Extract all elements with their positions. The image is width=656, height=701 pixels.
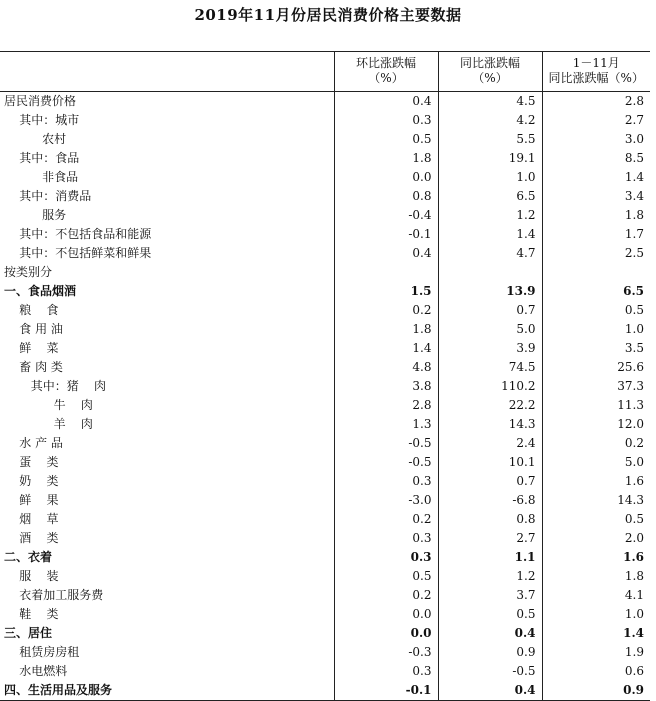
header-yoy: [438, 52, 542, 92]
row-label: 鲜 果: [4, 493, 59, 507]
row-label: 居民消费价格: [4, 94, 77, 108]
mom-value: [334, 263, 438, 282]
yoy-value: 1.4: [438, 225, 542, 244]
ytd-value: 0.2: [542, 434, 650, 453]
row-label: 一、食品烟酒: [4, 284, 77, 298]
ytd-value: 0.9: [542, 681, 650, 701]
table-row: [0, 320, 650, 339]
table-row: [0, 491, 650, 510]
yoy-value: 74.5: [438, 358, 542, 377]
mom-value: -0.5: [334, 434, 438, 453]
yoy-value: 2.7: [438, 529, 542, 548]
table-row: [0, 149, 650, 168]
ytd-value: 1.6: [542, 548, 650, 567]
table-row: [0, 434, 650, 453]
ytd-value: 11.3: [542, 396, 650, 415]
row-label: 其中：猪 肉: [4, 379, 106, 393]
mom-value: 0.4: [334, 92, 438, 112]
yoy-value: 5.5: [438, 130, 542, 149]
row-label: 牛 肉: [4, 398, 93, 412]
row-label: 奶 类: [4, 474, 59, 488]
table-row: [0, 168, 650, 187]
yoy-value: 2.4: [438, 434, 542, 453]
ytd-value: 1.0: [542, 320, 650, 339]
mom-value: 2.8: [334, 396, 438, 415]
row-label: 四、生活用品及服务: [0, 681, 334, 701]
table-row: [0, 263, 650, 282]
table-row: [0, 225, 650, 244]
header-mom: [334, 52, 438, 92]
mom-value: 0.8: [334, 187, 438, 206]
row-label: 衣着加工服务费: [4, 588, 104, 602]
mom-value: 0.0: [334, 168, 438, 187]
ytd-value: 5.0: [542, 453, 650, 472]
mom-value: 0.3: [334, 111, 438, 130]
yoy-value: 1.2: [438, 567, 542, 586]
row-label: 其中：不包括食品和能源: [4, 227, 152, 241]
table-row: [0, 567, 650, 586]
mom-value: 0.2: [334, 510, 438, 529]
table-row: [0, 643, 650, 662]
yoy-value: -0.5: [438, 662, 542, 681]
ytd-value: 2.5: [542, 244, 650, 263]
row-label: 蛋 类: [4, 455, 59, 469]
yoy-value: 3.7: [438, 586, 542, 605]
yoy-value: 0.4: [438, 624, 542, 643]
mom-value: -0.5: [334, 453, 438, 472]
mom-value: -3.0: [334, 491, 438, 510]
header-yoy-line2: （%）: [472, 71, 508, 85]
mom-value: 1.3: [334, 415, 438, 434]
table-row: [0, 415, 650, 434]
ytd-value: 1.0: [542, 605, 650, 624]
table-row: [0, 529, 650, 548]
table-row: [0, 377, 650, 396]
yoy-value: 0.5: [438, 605, 542, 624]
yoy-value: 0.8: [438, 510, 542, 529]
yoy-value: 5.0: [438, 320, 542, 339]
header-ytd: [542, 52, 650, 92]
header-ytd-line2: 同比涨跌幅（%）: [548, 71, 644, 85]
yoy-value: 3.9: [438, 339, 542, 358]
mom-value: -0.4: [334, 206, 438, 225]
table-row: [0, 206, 650, 225]
row-label: 其中：城市: [4, 113, 80, 127]
table-row: [0, 301, 650, 320]
mom-value: 1.8: [334, 149, 438, 168]
table-row: [0, 92, 650, 112]
header-item-col: [0, 52, 334, 92]
table-row: [0, 358, 650, 377]
yoy-value: 4.5: [438, 92, 542, 112]
yoy-value: 1.2: [438, 206, 542, 225]
table-row: [0, 396, 650, 415]
table-row: [0, 605, 650, 624]
table-row: [0, 681, 650, 701]
table-row: [0, 548, 650, 567]
yoy-value: 0.7: [438, 301, 542, 320]
ytd-value: 1.9: [542, 643, 650, 662]
ytd-value: 1.4: [542, 168, 650, 187]
ytd-value: 37.3: [542, 377, 650, 396]
ytd-value: 0.5: [542, 510, 650, 529]
yoy-value: 4.7: [438, 244, 542, 263]
ytd-value: 2.0: [542, 529, 650, 548]
mom-value: 1.5: [334, 282, 438, 301]
row-label: 服务: [4, 208, 67, 222]
ytd-value: 3.5: [542, 339, 650, 358]
row-label: 二、衣着: [4, 550, 53, 564]
table-body: [0, 92, 650, 701]
ytd-value: 1.8: [542, 567, 650, 586]
mom-value: 0.5: [334, 130, 438, 149]
ytd-value: 2.8: [542, 92, 650, 112]
cpi-table: [0, 51, 650, 701]
ytd-value: 2.7: [542, 111, 650, 130]
yoy-value: 14.3: [438, 415, 542, 434]
ytd-value: 14.3: [542, 491, 650, 510]
row-label: 水 产 品: [4, 436, 63, 450]
row-label: 羊 肉: [4, 417, 93, 431]
table-row: [0, 624, 650, 643]
ytd-value: [542, 263, 650, 282]
ytd-value: 1.8: [542, 206, 650, 225]
mom-value: 0.5: [334, 567, 438, 586]
mom-value: 0.3: [334, 548, 438, 567]
table-row: [0, 282, 650, 301]
row-label: 非食品: [4, 170, 79, 184]
ytd-value: 0.5: [542, 301, 650, 320]
row-label: 农村: [4, 132, 67, 146]
mom-value: 0.3: [334, 472, 438, 491]
yoy-value: 4.2: [438, 111, 542, 130]
yoy-value: 19.1: [438, 149, 542, 168]
mom-value: 1.4: [334, 339, 438, 358]
table-row: [0, 586, 650, 605]
ytd-value: 0.6: [542, 662, 650, 681]
header-mom-line2: （%）: [368, 71, 404, 85]
yoy-value: 10.1: [438, 453, 542, 472]
yoy-value: 6.5: [438, 187, 542, 206]
table-row: [0, 453, 650, 472]
ytd-value: 1.6: [542, 472, 650, 491]
mom-value: 0.2: [334, 586, 438, 605]
ytd-value: 1.7: [542, 225, 650, 244]
mom-value: 0.2: [334, 301, 438, 320]
row-label: 其中：食品: [4, 151, 80, 165]
table-row: [0, 111, 650, 130]
yoy-value: 22.2: [438, 396, 542, 415]
row-label: 按类别分: [4, 265, 53, 279]
yoy-value: [438, 263, 542, 282]
mom-value: -0.3: [334, 643, 438, 662]
ytd-value: 25.6: [542, 358, 650, 377]
yoy-value: 110.2: [438, 377, 542, 396]
ytd-value: 4.1: [542, 586, 650, 605]
table-row: [0, 130, 650, 149]
mom-value: 0.0: [334, 624, 438, 643]
mom-value: -0.1: [334, 225, 438, 244]
table-row: [0, 187, 650, 206]
table-header: [0, 52, 650, 92]
yoy-value: -6.8: [438, 491, 542, 510]
row-label: 水电燃料: [4, 664, 68, 678]
page-title: 2019年11月份居民消费价格主要数据: [194, 6, 462, 24]
mom-value: 1.8: [334, 320, 438, 339]
header-ytd-line1: 1－11月: [572, 56, 620, 70]
row-label: 鲜 菜: [4, 341, 59, 355]
table-row: [0, 510, 650, 529]
mom-value: 0.3: [334, 529, 438, 548]
yoy-value: 0.9: [438, 643, 542, 662]
table-row: [0, 472, 650, 491]
mom-value: 0.3: [334, 662, 438, 681]
yoy-value: 1.1: [438, 548, 542, 567]
row-label: 烟 草: [4, 512, 59, 526]
row-label: 服 装: [4, 569, 59, 583]
mom-value: 3.8: [334, 377, 438, 396]
row-label: 鞋 类: [4, 607, 59, 621]
ytd-value: 1.4: [542, 624, 650, 643]
row-label: 食 用 油: [4, 322, 63, 336]
ytd-value: 12.0: [542, 415, 650, 434]
row-label: 其中：不包括鲜菜和鲜果: [4, 246, 152, 260]
ytd-value: 3.4: [542, 187, 650, 206]
row-label: 租赁房房租: [4, 645, 80, 659]
header-yoy-line1: 同比涨跌幅: [459, 56, 520, 70]
yoy-value: 0.7: [438, 472, 542, 491]
table-row: [0, 662, 650, 681]
row-label: 粮 食: [4, 303, 59, 317]
mom-value: 0.0: [334, 605, 438, 624]
yoy-value: 1.0: [438, 168, 542, 187]
row-label: 其中：消费品: [4, 189, 92, 203]
yoy-value: 0.4: [438, 681, 542, 701]
table-row: [0, 244, 650, 263]
row-label: 三、居住: [4, 626, 53, 640]
ytd-value: 6.5: [542, 282, 650, 301]
row-label: 酒 类: [4, 531, 59, 545]
mom-value: 0.4: [334, 244, 438, 263]
ytd-value: 3.0: [542, 130, 650, 149]
table-row: [0, 339, 650, 358]
mom-value: -0.1: [334, 681, 438, 701]
ytd-value: 8.5: [542, 149, 650, 168]
mom-value: 4.8: [334, 358, 438, 377]
row-label: 畜 肉 类: [4, 360, 63, 374]
yoy-value: 13.9: [438, 282, 542, 301]
header-mom-line1: 环比涨跌幅: [355, 56, 416, 70]
